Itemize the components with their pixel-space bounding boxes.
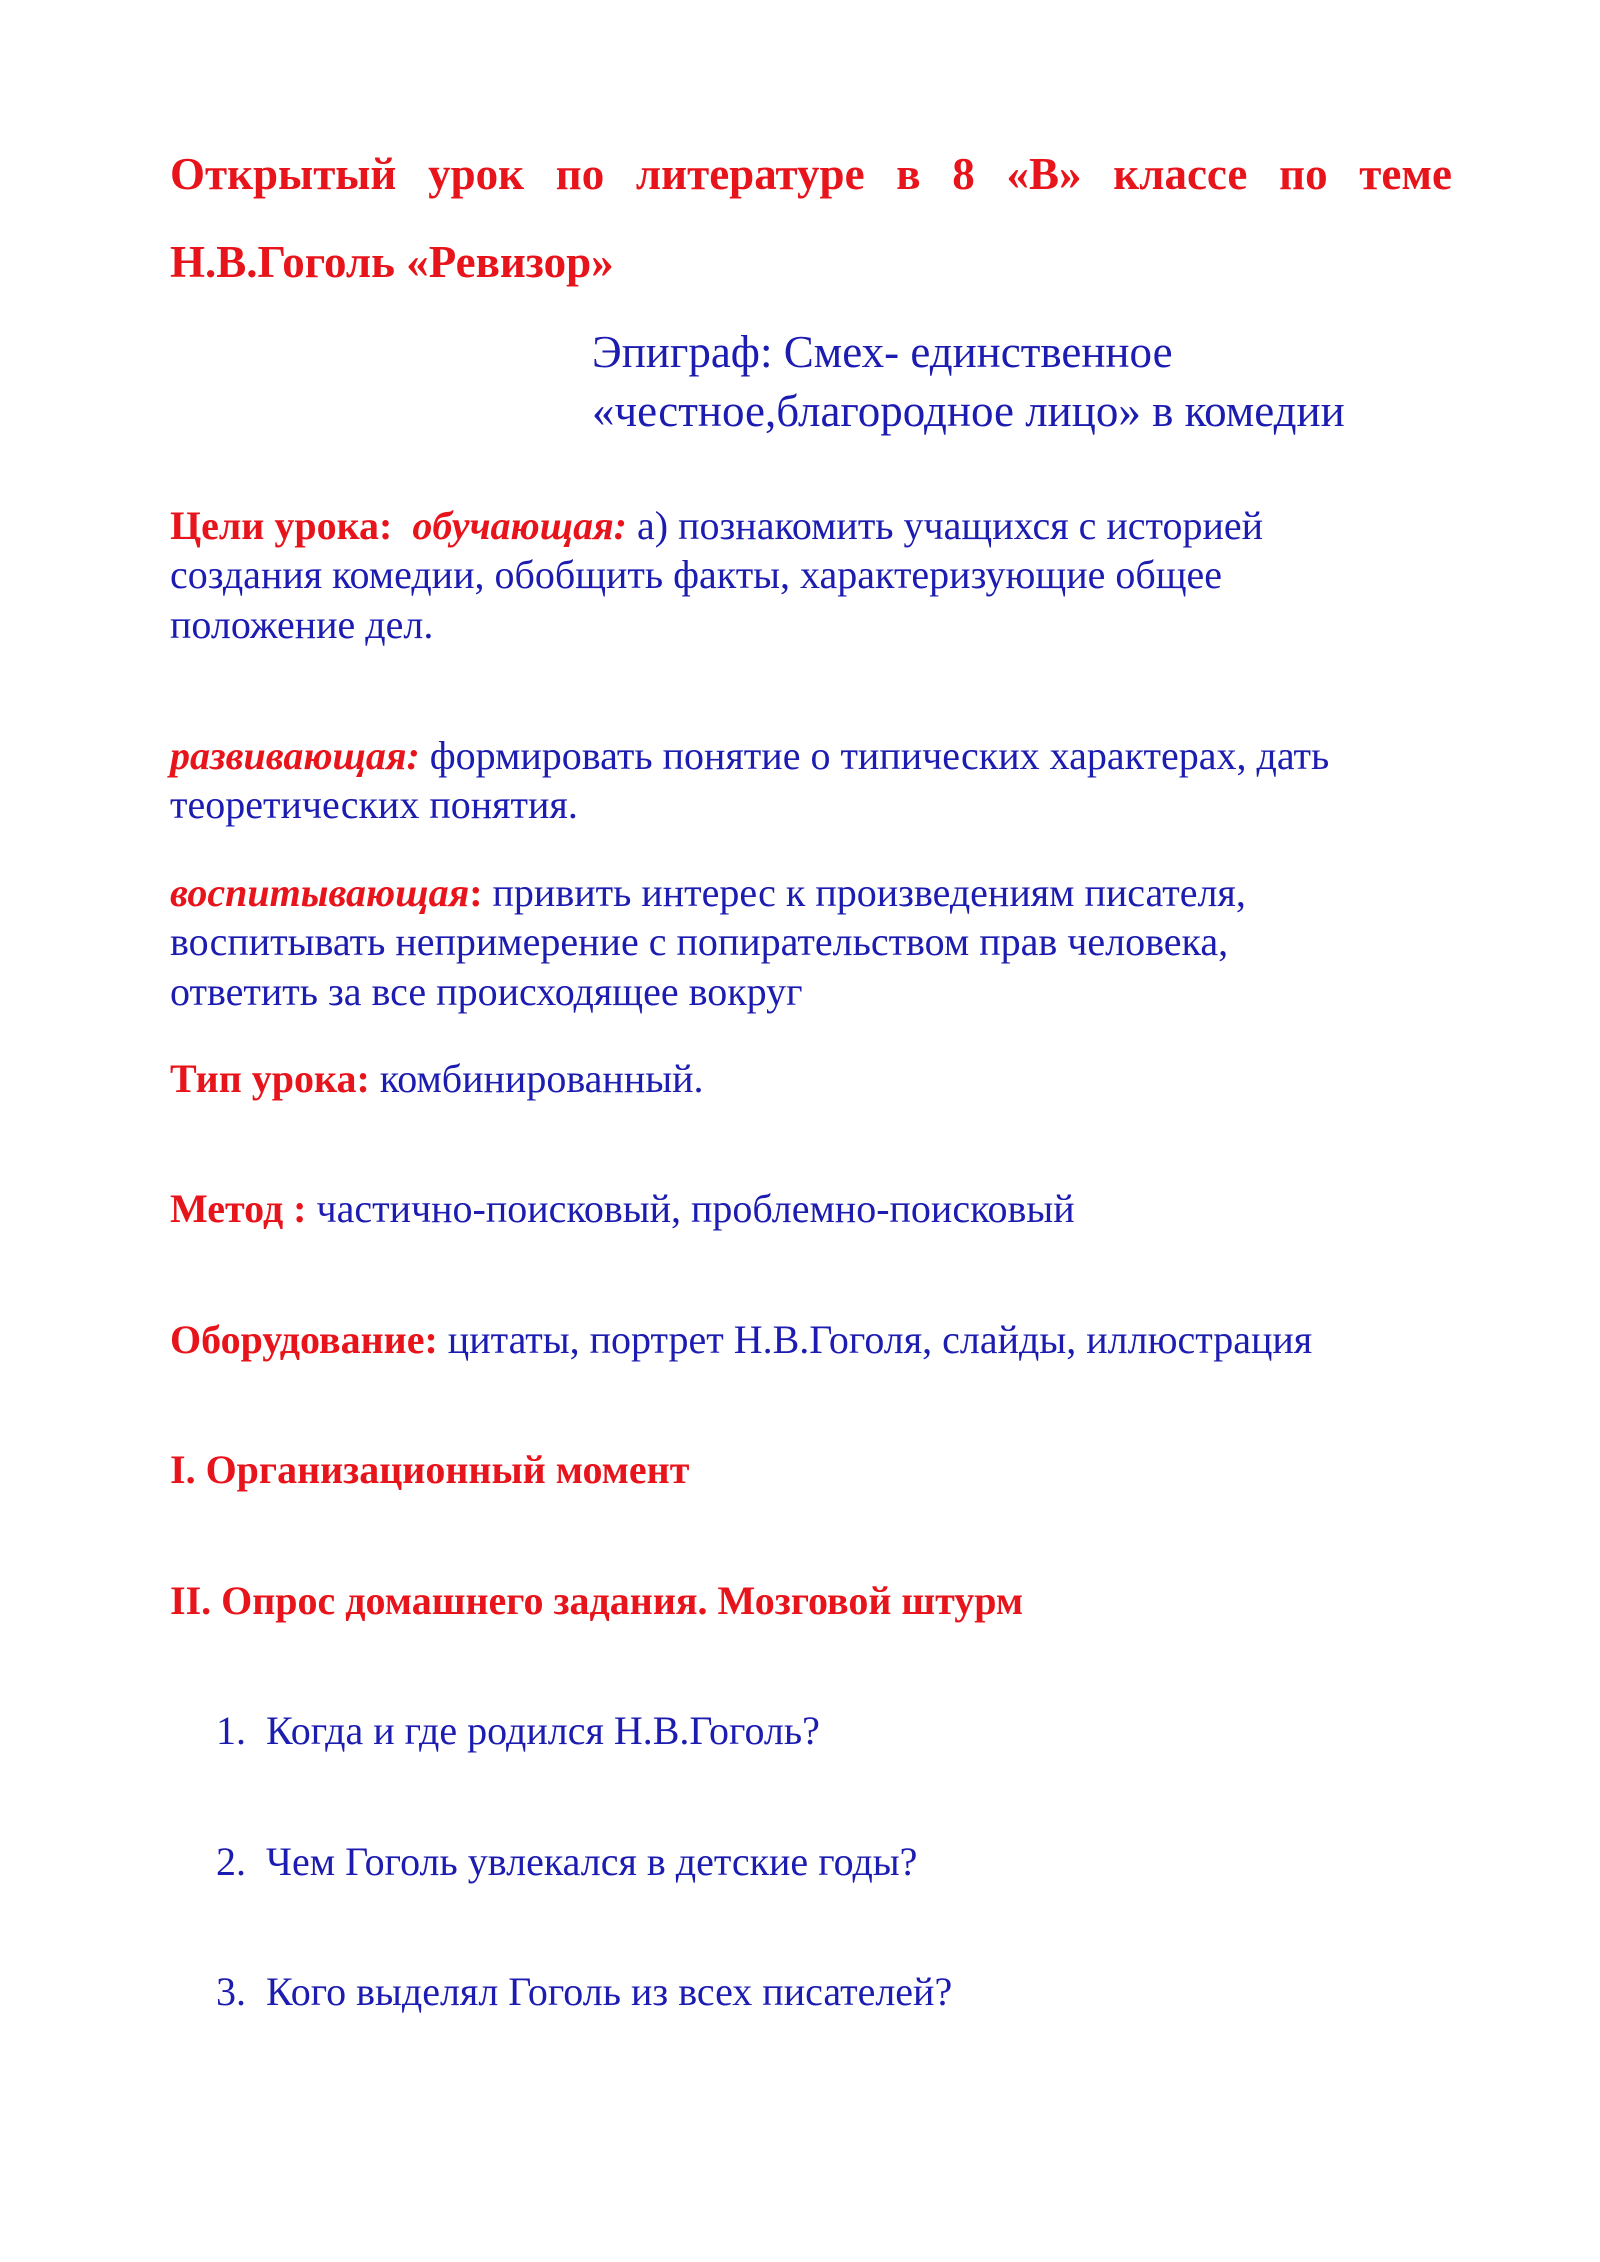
section-heading-2: II. Опрос домашнего задания. Мозговой штурм bbox=[170, 1578, 1024, 1623]
method bbox=[170, 1185, 1075, 1232]
list-item-number: 3. bbox=[216, 1969, 246, 2014]
educating-goal-text-1: привить интерес к произведениям писателя, bbox=[482, 870, 1246, 915]
page-title-line-2: Н.В.Гоголь «Ревизор» bbox=[170, 237, 614, 287]
list-item-text: Кого выделял Гоголь из всех писателей? bbox=[266, 1969, 953, 2014]
educating-goal-colon: : bbox=[469, 870, 483, 915]
developing-goal-label: развивающая: bbox=[170, 733, 420, 778]
educating-goal bbox=[170, 869, 1246, 916]
goals-paragraph bbox=[170, 502, 1263, 549]
teaching-goal-text-2: создания комедии, обобщить факты, характеризующие общее bbox=[170, 552, 1223, 597]
page-title-line-1: Открытый урок по литературе в 8 «В» классе по теме bbox=[170, 149, 1452, 199]
method-value: частично-поисковый, проблемно-поисковый bbox=[306, 1186, 1075, 1231]
lesson-type-label: Тип урока: bbox=[170, 1056, 370, 1101]
list-item-text: Чем Гоголь увлекался в детские годы? bbox=[266, 1839, 918, 1884]
teaching-goal-label: обучающая: bbox=[412, 503, 628, 548]
equipment bbox=[170, 1316, 1312, 1363]
educating-goal-text-3: ответить за все происходящее вокруг bbox=[170, 969, 803, 1014]
method-label: Метод : bbox=[170, 1186, 307, 1231]
teaching-goal-text-1: а) познакомить учащихся с историей bbox=[627, 503, 1264, 548]
epigraph-line-2: «честное,благородное лицо» в комедии bbox=[592, 386, 1345, 436]
epigraph-line-1: Эпиграф: Смех- единственное bbox=[592, 327, 1173, 377]
educating-goal-text-2: воспитывать непримерение с попирательством прав человека, bbox=[170, 919, 1229, 964]
list-item bbox=[216, 1707, 820, 1754]
list-item bbox=[216, 1838, 917, 1885]
list-item-number: 1. bbox=[216, 1708, 246, 1753]
section-heading-1: I. Организационный момент bbox=[170, 1447, 690, 1492]
teaching-goal-text-3: положение дел. bbox=[170, 602, 434, 647]
lesson-type-value: комбинированный. bbox=[369, 1056, 704, 1101]
developing-goal-text-1: формировать понятие о типических характерах, дать bbox=[419, 733, 1330, 778]
equipment-label: Оборудование: bbox=[170, 1317, 438, 1362]
goals-label: Цели урока: bbox=[170, 503, 393, 548]
list-item bbox=[216, 1968, 952, 2015]
lesson-type bbox=[170, 1055, 704, 1102]
equipment-value: цитаты, портрет Н.В.Гоголя, слайды, иллюстрация bbox=[437, 1317, 1313, 1362]
list-item-text: Когда и где родился Н.В.Гоголь? bbox=[266, 1708, 820, 1753]
developing-goal bbox=[170, 732, 1329, 779]
educating-goal-label: воспитывающая bbox=[170, 870, 470, 915]
list-item-number: 2. bbox=[216, 1839, 246, 1884]
developing-goal-text-2: теоретических понятия. bbox=[170, 782, 578, 827]
